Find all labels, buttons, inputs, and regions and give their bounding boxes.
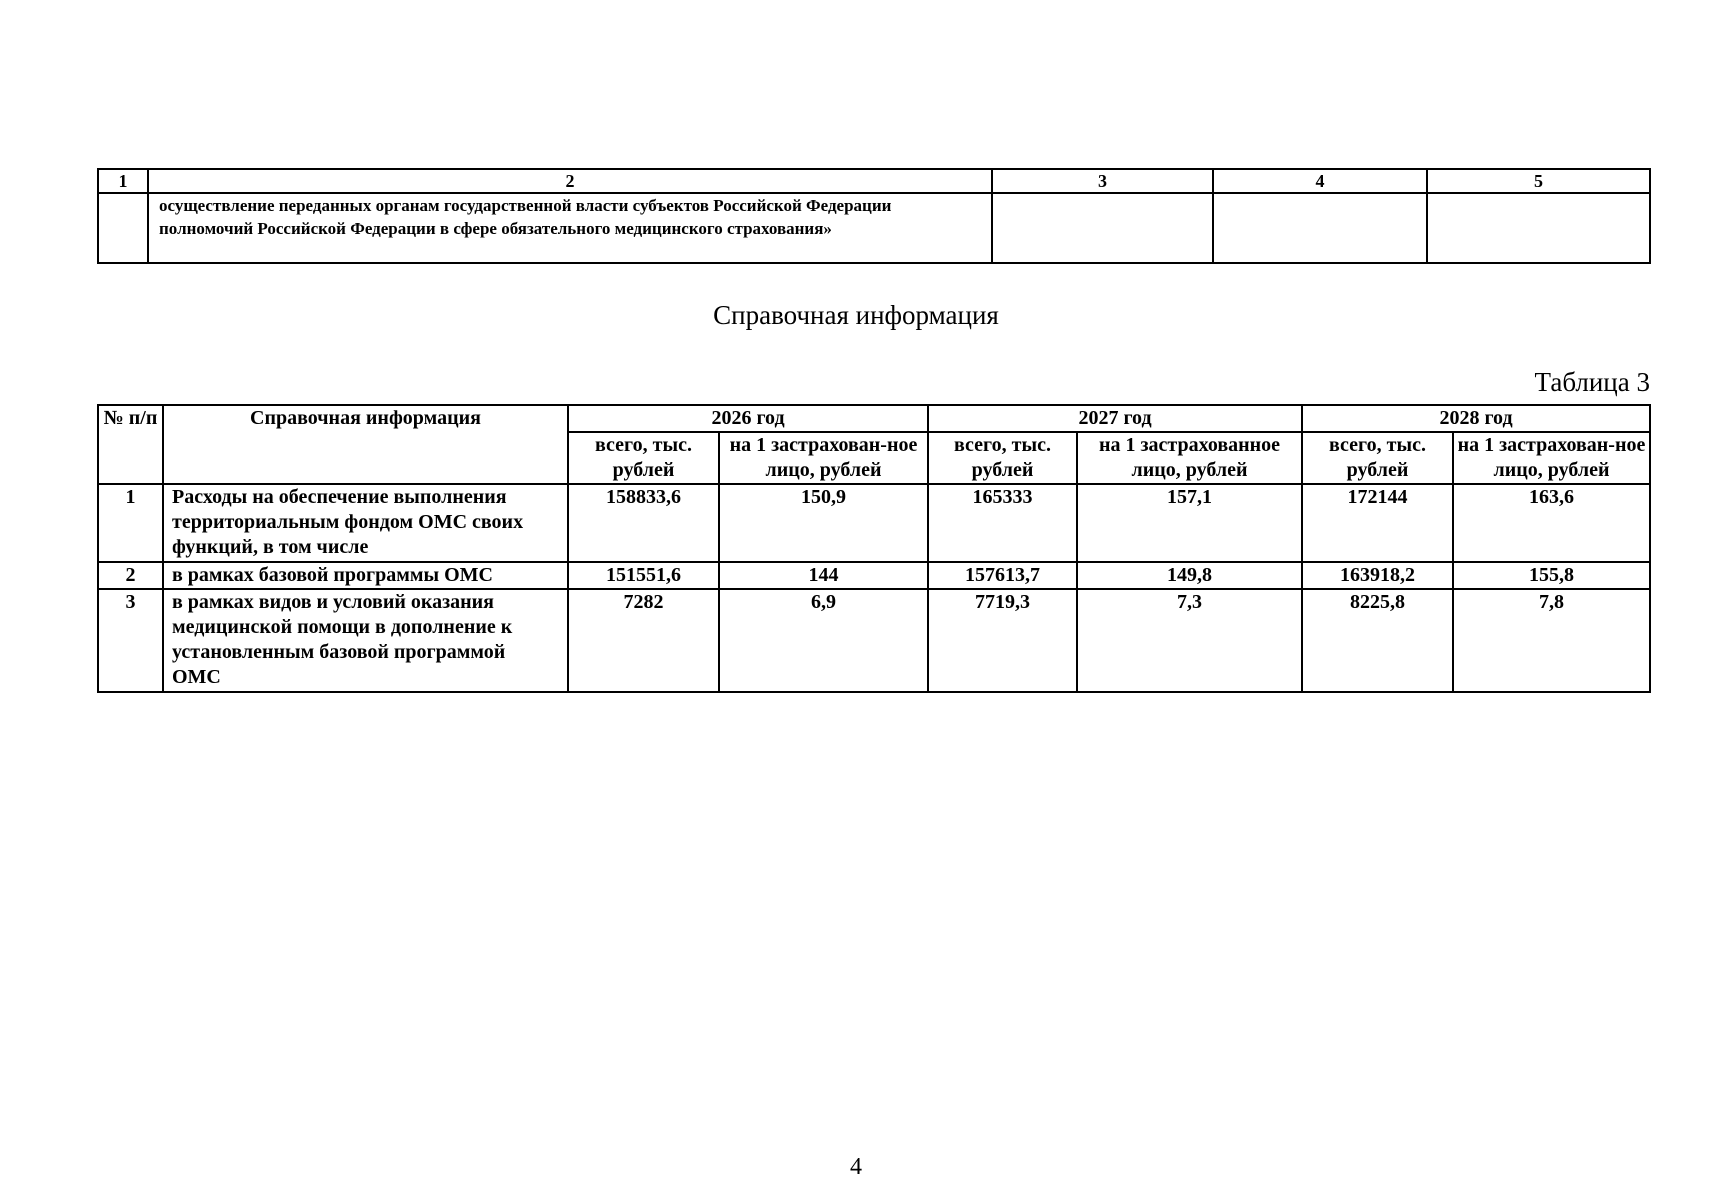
value-cell: 7282	[568, 589, 719, 692]
row-number-cell: 1	[98, 484, 163, 562]
column-number: 5	[1427, 169, 1650, 193]
header-info: Справочная информация	[163, 405, 568, 484]
column-number: 1	[98, 169, 148, 193]
value-cell	[1213, 193, 1427, 263]
header-sub: на 1 застрахованное лицо, рублей	[1077, 432, 1302, 484]
header-num: № п/п	[98, 405, 163, 484]
row-number-cell	[98, 193, 148, 263]
value-cell	[992, 193, 1213, 263]
table-row	[98, 562, 1650, 589]
header-row-years	[98, 405, 1650, 432]
value-cell: 163,6	[1453, 484, 1650, 562]
section-title: Справочная информация	[713, 300, 999, 330]
value-cell: 155,8	[1453, 562, 1650, 589]
value-cell	[1427, 193, 1650, 263]
value-cell: 6,9	[719, 589, 928, 692]
value-cell: 149,8	[1077, 562, 1302, 589]
value-cell: 157,1	[1077, 484, 1302, 562]
value-cell: 150,9	[719, 484, 928, 562]
header-sub: на 1 застрахован-ное лицо, рублей	[1453, 432, 1650, 484]
value-cell: 144	[719, 562, 928, 589]
header-year-2027: 2027 год	[928, 405, 1302, 432]
column-number: 2	[148, 169, 992, 193]
row-text-cell: осуществление переданных органам государственной власти субъектов Российской Федерации полномочий Российской Федерации в сфере обязательного медицинского страхования»	[148, 193, 992, 263]
row-info-cell: в рамках видов и условий оказания медицинской помощи в дополнение к установленным базовой программой ОМС	[163, 589, 568, 692]
header-sub: на 1 застрахован-ное лицо, рублей	[719, 432, 928, 484]
header-year-2026: 2026 год	[568, 405, 928, 432]
row-number-cell: 3	[98, 589, 163, 692]
value-cell: 7,3	[1077, 589, 1302, 692]
row-number-cell: 2	[98, 562, 163, 589]
value-cell: 172144	[1302, 484, 1453, 562]
value-cell: 151551,6	[568, 562, 719, 589]
value-cell: 157613,7	[928, 562, 1077, 589]
table-row	[98, 589, 1650, 692]
header-sub: всего, тыс. рублей	[1302, 432, 1453, 484]
row-info-cell: Расходы на обеспечение выполнения территориальным фондом ОМС своих функций, в том числе	[163, 484, 568, 562]
reference-info-table	[97, 404, 1651, 693]
value-cell: 165333	[928, 484, 1077, 562]
header-sub: всего, тыс. рублей	[928, 432, 1077, 484]
page-number: 4	[850, 1154, 862, 1180]
header-year-2028: 2028 год	[1302, 405, 1650, 432]
column-number: 4	[1213, 169, 1427, 193]
table-row	[98, 484, 1650, 562]
column-number-row	[98, 169, 1650, 193]
value-cell: 7719,3	[928, 589, 1077, 692]
row-info-cell: в рамках базовой программы ОМС	[163, 562, 568, 589]
table-label: Таблица 3	[1534, 367, 1650, 397]
value-cell: 163918,2	[1302, 562, 1453, 589]
continuation-table	[97, 168, 1651, 264]
value-cell: 158833,6	[568, 484, 719, 562]
column-number: 3	[992, 169, 1213, 193]
value-cell: 8225,8	[1302, 589, 1453, 692]
value-cell: 7,8	[1453, 589, 1650, 692]
header-sub: всего, тыс. рублей	[568, 432, 719, 484]
table-row	[98, 193, 1650, 263]
